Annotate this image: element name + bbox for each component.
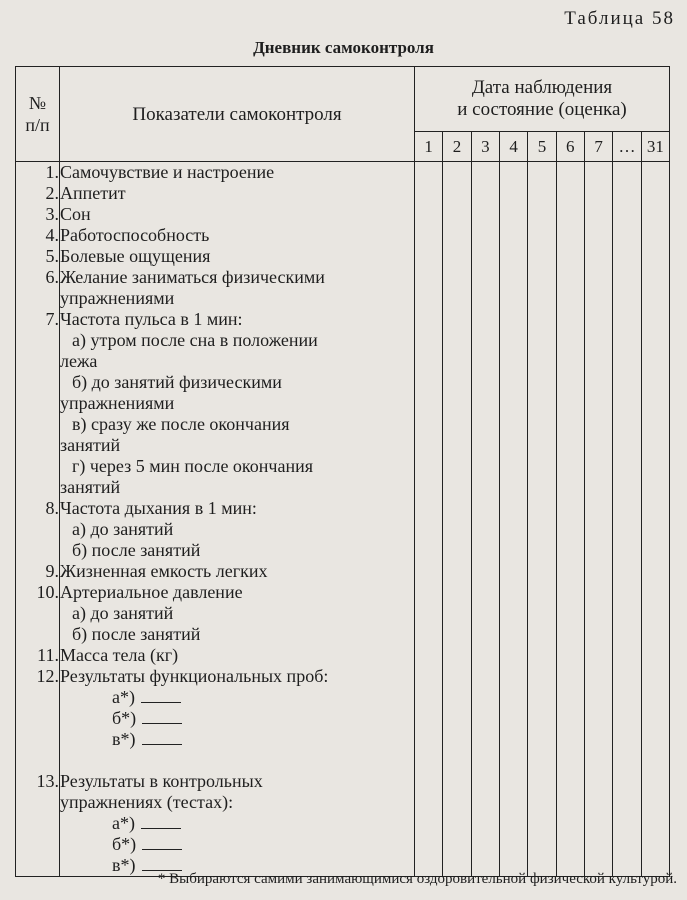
day-cell-ellipsis[interactable] — [613, 162, 641, 877]
row-number — [16, 813, 59, 834]
indicator-label — [60, 519, 414, 540]
day-cell-3[interactable] — [471, 162, 499, 877]
row-number — [16, 540, 59, 561]
indicator-label — [60, 750, 414, 771]
row-number: 6. — [45, 267, 59, 287]
day-header-31: 31 — [641, 132, 669, 162]
day-header-1: 1 — [415, 132, 443, 162]
indicator-text: Самочувствие и настроение — [60, 162, 275, 182]
indicator-text: Частота пульса в 1 мин: — [60, 309, 243, 329]
row-number: 5. — [45, 246, 59, 266]
day-header-2: 2 — [443, 132, 471, 162]
indicator-text: в*) — [112, 729, 136, 749]
row-number: 7. — [45, 309, 59, 329]
indicator-label — [60, 645, 414, 666]
indicator-text: Масса тела (кг) — [60, 645, 179, 665]
row-number — [16, 414, 59, 435]
indicators-column — [60, 162, 415, 877]
indicator-text: Жизненная емкость легких — [60, 561, 268, 581]
header-number-line-1: № — [28, 93, 47, 113]
indicator-label — [60, 561, 414, 582]
indicator-text: лежа — [60, 351, 98, 371]
page-title: Дневник самоконтроля — [253, 38, 434, 57]
fill-in-blank[interactable] — [142, 856, 182, 871]
indicator-text: Сон — [60, 204, 91, 224]
indicator-label — [60, 477, 414, 498]
indicator-text: Желание заниматься физическими — [60, 267, 325, 287]
indicator-text: Аппетит — [60, 183, 126, 203]
row-numbers-column — [16, 162, 60, 877]
row-number — [16, 477, 59, 498]
indicator-label — [60, 309, 414, 330]
indicator-text: в) сразу же после окончания — [72, 414, 290, 434]
day-cell-4[interactable] — [499, 162, 527, 877]
header-number-line-2: п/п — [25, 115, 50, 135]
row-number — [16, 729, 59, 750]
blank-entry — [60, 729, 414, 750]
indicator-text: в*) — [112, 855, 136, 875]
row-number: 3. — [45, 204, 59, 224]
day-cell-6[interactable] — [556, 162, 584, 877]
blank-entry — [60, 687, 414, 708]
day-cell-1[interactable] — [415, 162, 443, 877]
indicator-label — [60, 351, 414, 372]
indicator-label — [60, 540, 414, 561]
indicator-text: Результаты в контрольных — [60, 771, 263, 791]
indicator-text: б) до занятий физическими — [72, 372, 282, 392]
blank-entry — [60, 834, 414, 855]
row-number — [16, 456, 59, 477]
indicator-text: а*) — [112, 687, 135, 707]
body-row — [16, 162, 670, 877]
blank-entry — [60, 813, 414, 834]
row-number: 8. — [45, 498, 59, 518]
table-number: Таблица 58 — [564, 8, 675, 29]
indicator-text: а*) — [112, 813, 135, 833]
row-number — [16, 393, 59, 414]
day-header-5: 5 — [528, 132, 556, 162]
header-date-line-2: и состояние (оценка) — [457, 99, 627, 120]
row-number: 12. — [36, 666, 59, 686]
row-number — [16, 330, 59, 351]
indicator-label — [60, 267, 414, 288]
indicator-label — [60, 204, 414, 225]
footnote — [0, 871, 687, 888]
indicator-label — [60, 162, 414, 183]
indicator-label — [60, 393, 414, 414]
indicator-text: б) после занятий — [72, 624, 201, 644]
header-date-line-1: Дата наблюдения — [471, 77, 613, 98]
indicator-text: б) после занятий — [72, 540, 201, 560]
indicator-text: а) утром после сна в положении — [72, 330, 318, 350]
row-number — [16, 351, 59, 372]
indicator-text: б*) — [112, 708, 137, 728]
row-number: 4. — [45, 225, 59, 245]
row-number — [16, 603, 59, 624]
row-number — [16, 792, 59, 813]
indicator-text: Результаты функциональных проб: — [60, 666, 329, 686]
row-number — [16, 708, 59, 729]
indicator-label — [60, 414, 414, 435]
indicator-label — [60, 225, 414, 246]
row-number — [16, 834, 59, 855]
row-number: 1. — [45, 162, 59, 182]
footnote-text: * Выбираются самими занимающимися оздоровительной физической культурой. — [157, 871, 677, 887]
day-header-3: 3 — [471, 132, 499, 162]
indicator-text: а) до занятий — [72, 519, 174, 539]
indicator-label — [60, 666, 414, 687]
indicator-label — [60, 792, 414, 813]
row-number — [16, 288, 59, 309]
day-cell-2[interactable] — [443, 162, 471, 877]
day-header-6: 6 — [556, 132, 584, 162]
fill-in-blank[interactable] — [142, 730, 182, 745]
self-control-diary-table — [15, 66, 670, 877]
indicator-label — [60, 624, 414, 645]
indicator-text: Артериальное давление — [60, 582, 243, 602]
indicator-text: г) через 5 мин после окончания — [72, 456, 313, 476]
row-number — [16, 750, 59, 771]
indicator-text: б*) — [112, 834, 137, 854]
indicator-label — [60, 288, 414, 309]
indicator-label — [60, 372, 414, 393]
day-cell-5[interactable] — [528, 162, 556, 877]
indicator-text: упражнениях (тестах): — [60, 792, 234, 812]
row-number: 10. — [36, 582, 59, 602]
indicator-label — [60, 435, 414, 456]
day-header-ellipsis: … — [613, 132, 641, 162]
indicator-text: упражнениями — [60, 288, 175, 308]
header-date — [415, 67, 670, 132]
indicator-text: Болевые ощущения — [60, 246, 211, 266]
row-number: 2. — [45, 183, 59, 203]
row-number — [16, 519, 59, 540]
header-indicators: Показатели самоконтроля — [60, 67, 415, 162]
row-number: 13. — [36, 771, 59, 791]
row-number — [16, 624, 59, 645]
indicator-text: а) до занятий — [72, 603, 174, 623]
indicator-label — [60, 330, 414, 351]
header-row — [16, 67, 670, 132]
blank-entry — [60, 708, 414, 729]
indicator-label — [60, 183, 414, 204]
indicator-text: Работоспособность — [60, 225, 210, 245]
indicator-label — [60, 771, 414, 792]
row-number — [16, 372, 59, 393]
indicator-text: Частота дыхания в 1 мин: — [60, 498, 257, 518]
indicator-label — [60, 498, 414, 519]
day-cell-7[interactable] — [584, 162, 612, 877]
indicator-text: занятий — [60, 435, 121, 455]
indicator-label — [60, 582, 414, 603]
row-number: 9. — [45, 561, 59, 581]
day-cell-31[interactable] — [641, 162, 669, 877]
indicator-label — [60, 456, 414, 477]
indicator-label — [60, 246, 414, 267]
row-number — [16, 435, 59, 456]
indicator-label — [60, 603, 414, 624]
row-number: 11. — [37, 645, 59, 665]
fill-in-blank[interactable] — [141, 688, 181, 703]
fill-in-blank[interactable] — [142, 709, 182, 724]
row-number — [16, 687, 59, 708]
fill-in-blank[interactable] — [141, 814, 181, 829]
header-number — [16, 67, 60, 162]
day-header-7: 7 — [584, 132, 612, 162]
indicator-text: занятий — [60, 477, 121, 497]
indicator-text: упражнениями — [60, 393, 175, 413]
day-header-4: 4 — [499, 132, 527, 162]
fill-in-blank[interactable] — [142, 835, 182, 850]
